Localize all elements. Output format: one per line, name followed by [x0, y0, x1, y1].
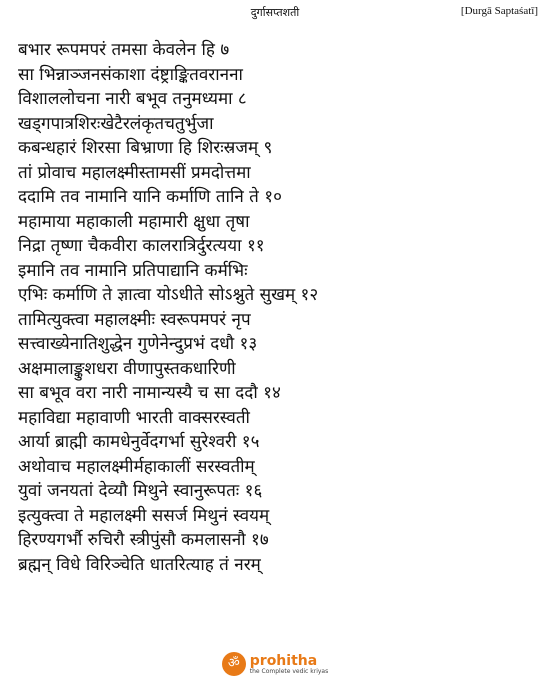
- header-title-english: [Durgā Saptaśatī]: [460, 5, 538, 17]
- verse-line: युवां जनयतां देव्यौ मिथुने स्वानुरूपतः १६: [18, 481, 263, 501]
- verse-line: विशाललोचना नारी बभूव तनुमध्यमा ८: [18, 89, 247, 109]
- brand-name: prohitha: [249, 652, 318, 669]
- verse-line: खड्गपात्रशिरःखेटैरलंकृतचतुर्भुजा: [18, 113, 214, 134]
- verse-line: महामाया महाकाली महामारी क्षुधा तृषा: [18, 211, 250, 232]
- verse-line: इमानि तव नामानि प्रतिपाद्यानि कर्मभिः: [18, 260, 248, 281]
- verse-line: सा भिन्नाञ्जनसंकाशा दंष्ट्राङ्कितवरानना: [18, 64, 243, 85]
- verse-line: अथोवाच महालक्ष्मीर्महाकालीं सरस्वतीम्: [18, 456, 255, 477]
- verse-line: हिरण्यगर्भौ रुचिरौ स्त्रीपुंसौ कमलासनौ १७: [18, 530, 269, 550]
- verse-line: महाविद्या महावाणी भारती वाक्सरस्वती: [18, 407, 250, 428]
- verse-line: ददामि तव नामानि यानि कर्माणि तानि ते १०: [18, 187, 282, 207]
- verse-line: बभार रूपमपरं तमसा केवलेन हि ७: [18, 40, 230, 60]
- verse-line: सत्त्वाख्येनातिशुद्धेन गुणेनेन्दुप्रभं दधौ १३: [18, 334, 258, 354]
- verse-line: अक्षमालाङ्कुशधरा वीणापुस्तकधारिणी: [18, 358, 236, 379]
- brand-tagline: the Complete vedic kriyas: [249, 667, 329, 675]
- verse-line: एभिः कर्माणि ते ज्ञात्वा योऽधीते सोऽश्नुते सुखम् १२: [18, 285, 319, 305]
- verse-line: सा बभूव वरा नारी नामान्यस्यै च सा ददौ १४: [18, 383, 281, 403]
- verse-line: ब्रह्मन् विधे विरिञ्चेति धातरित्याह तं नरम्: [18, 554, 261, 575]
- footer: [0, 652, 550, 676]
- verse-line: तां प्रोवाच महालक्ष्मीस्तामसीं प्रमदोत्तमा: [18, 162, 251, 183]
- verse-line: कबन्धहारं शिरसा बिभ्राणा हि शिरःस्रजम् ९: [18, 138, 273, 158]
- header-title: दुर्गासप्तशती: [250, 6, 300, 19]
- verse-line: तामित्युक्त्वा महालक्ष्मीः स्वरूपमपरं नृप: [18, 309, 251, 330]
- prohitha-logo: [222, 652, 328, 676]
- verse-line: निद्रा तृष्णा चैकवीरा कालरात्रिर्दुरत्यया ११: [18, 236, 265, 256]
- verse-line: इत्युक्त्वा ते महालक्ष्मी ससर्ज मिथुनं स्वयम्: [18, 505, 270, 526]
- verse-block: [18, 38, 538, 577]
- om-icon: ॐ: [222, 652, 246, 676]
- verse-line: आर्या ब्राह्मी कामधेनुर्वेदगर्भा सुरेश्वरी १५: [18, 432, 260, 452]
